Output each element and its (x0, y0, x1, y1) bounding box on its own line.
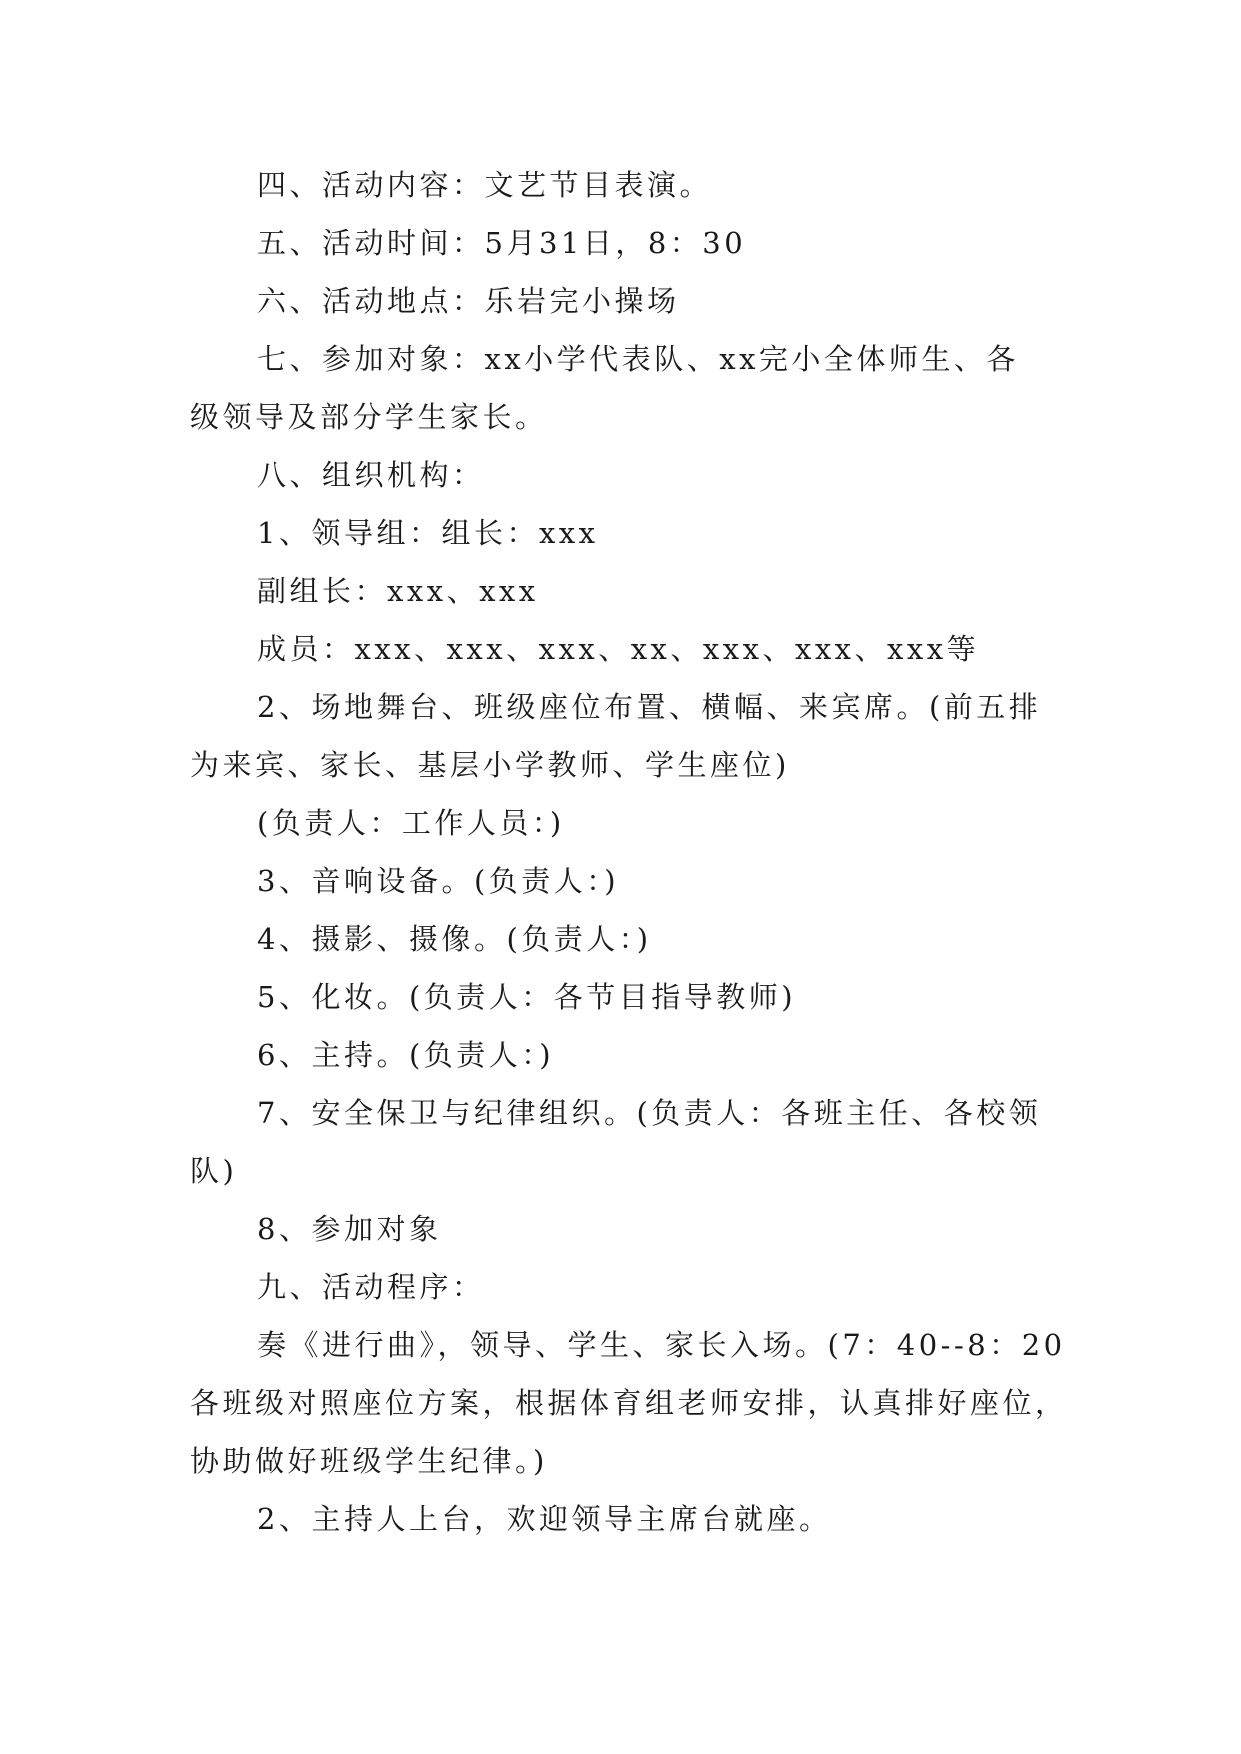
text-line: 八、组织机构： (257, 458, 485, 492)
text-line: 成员：xxx、xxx、xxx、xx、xxx、xxx、xxx等 (257, 632, 980, 666)
text-line: 7、安全保卫与纪律组织。(负责人：各班主任、各校领 (257, 1096, 1042, 1130)
text-line: 1、领导组：组长：xxx (257, 516, 599, 550)
text-line: 3、音响设备。(负责人：) (257, 864, 620, 898)
text-line: 2、主持人上台，欢迎领导主席台就座。 (257, 1502, 832, 1536)
text-line: 8、参加对象 (257, 1212, 442, 1246)
text-line: 五、活动时间：5月31日，8：30 (257, 226, 747, 260)
text-line: 九、活动程序： (257, 1270, 485, 1304)
text-line: 各班级对照座位方案，根据体育组老师安排，认真排好座位， (190, 1386, 1068, 1420)
text-line: 5、化妆。(负责人：各节目指导教师) (257, 980, 797, 1014)
text-line: 七、参加对象：xx小学代表队、xx完小全体师生、各 (257, 342, 1019, 376)
text-line: 级领导及部分学生家长。 (190, 400, 548, 434)
text-line: 副组长：xxx、xxx (257, 574, 539, 608)
text-line: 4、摄影、摄像。(负责人：) (257, 922, 652, 956)
text-line: 队) (190, 1154, 238, 1188)
text-line: 协助做好班级学生纪律。) (190, 1444, 548, 1478)
text-line: 6、主持。(负责人：) (257, 1038, 555, 1072)
text-line: 四、活动内容：文艺节目表演。 (257, 168, 713, 202)
text-line: (负责人：工作人员：) (257, 806, 565, 840)
text-line: 为来宾、家长、基层小学教师、学生座位) (190, 748, 790, 782)
text-line: 奏《进行曲》，领导、学生、家长入场。(7：40--8：20 (257, 1328, 1066, 1362)
text-line: 六、活动地点：乐岩完小操场 (257, 284, 680, 318)
text-line: 2、场地舞台、班级座位布置、横幅、来宾席。(前五排 (257, 690, 1042, 724)
